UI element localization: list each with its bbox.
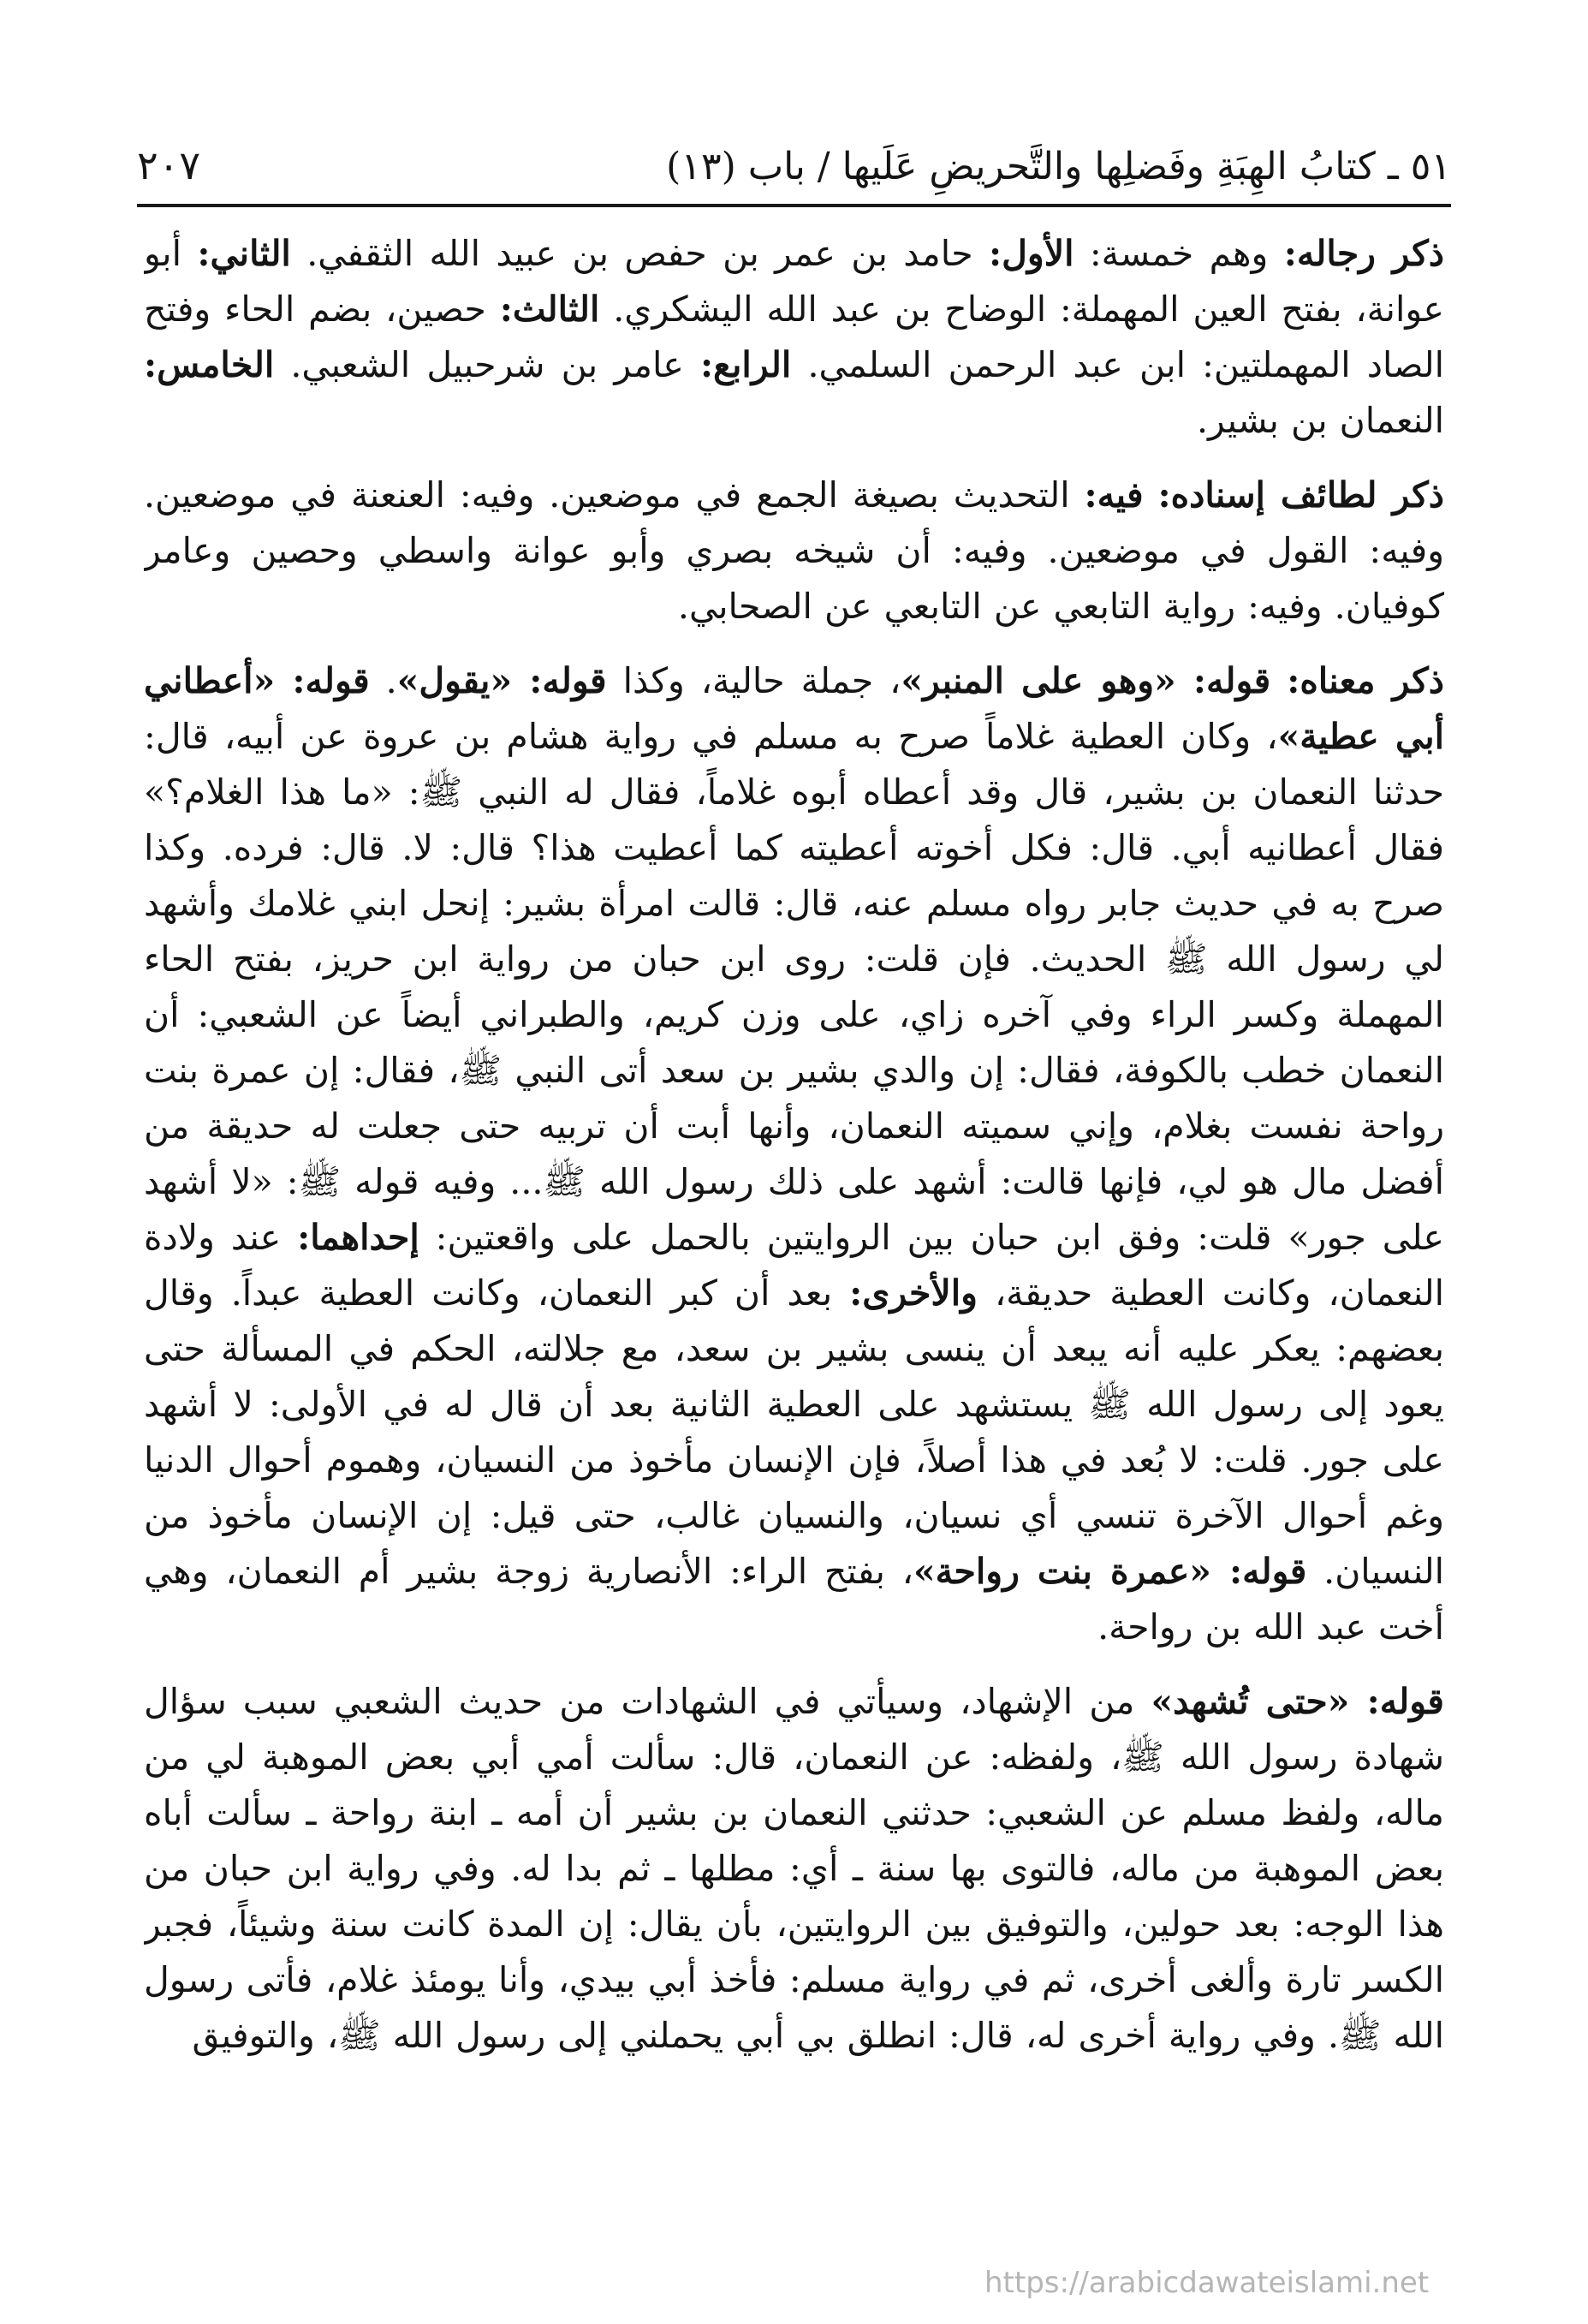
paragraph-lead: ذكر لطائف إسناده: (1157, 474, 1444, 515)
chapter-title: ٥١ ـ كتابُ الهِبَةِ وفَضلِها والتَّحريضِ عَلَيها / باب (١٣) (666, 145, 1451, 188)
bold-phrase: والأخرى: (849, 1272, 978, 1314)
bold-phrase: الثالث: (499, 289, 600, 330)
text-run: التحديث بصيغة الجمع في موضعين. وفيه: العنعنة في موضعين. وفيه: القول في موضعين. وفيه: أن شيخه بصري وأبو عوانة واسطي وحصين وعامر كوفيان. وفيه: رواية التابعي عن التابعي عن الصحابي. (144, 474, 1444, 627)
text-run: حصين، بضم الحاء وفتح الصاد المهملتين: ابن عبد الرحمن السلمي. (144, 289, 1444, 385)
paragraph-narrators (144, 226, 1444, 449)
text-run: . (369, 660, 397, 701)
text-run: من الإشهاد، وسيأتي في الشهادات من حديث الشعبي سبب سؤال شهادة رسول الله ﷺ، ولفظه: عن النعمان، قال: سألت أمي أبي بعض الموهبة لي من ماله، ولفظ مسلم عن الشعبي: حدثني النعمان بن بشير أن أمه ـ ابنة رواحة ـ سألت أباه بعض الموهبة من ماله، فالتوى بها سنة ـ أي: مطلها ـ ثم بدا له. وفي رواية ابن حبان من هذا الوجه: بعد حولين، والتوفيق بين الروايتين، بأن يقال: إن المدة كانت سنة وشيئاً، فجبر الكسر تارة وألغى أخرى، ثم في رواية مسلم: فأخذ أبي بيدي، وأنا يومئذ غلام، فأتى رسول الله ﷺ. وفي رواية أخرى له، قال: انطلق بي أبي يحملني إلى رسول الله ﷺ، والتوفيق (144, 1681, 1444, 2056)
text-run: عند ولادة النعمان، وكانت العطية حديقة، (144, 1217, 1444, 1314)
text-run: عامر بن شرحبيل الشعبي. (274, 344, 701, 385)
site-watermark: https://arabicdawateislami.net (984, 2266, 1430, 2300)
bold-phrase: الأول: (988, 233, 1074, 274)
bold-phrase: الرابع: (700, 344, 792, 385)
paragraph-isnad-subtleties (144, 468, 1444, 635)
text-run (1270, 660, 1287, 701)
text-run: وهم خمسة: (1074, 233, 1284, 274)
text-run: النعمان بن بشير. (1196, 400, 1444, 441)
paragraph-until-you-witness (144, 1674, 1444, 2064)
page-body (144, 226, 1444, 2238)
text-run: ، وكان العطية غلاماً صرح به مسلم في رواية هشام بن عروة عن أبيه، قال: حدثنا النعمان بن بشير، قال وقد أعطاه أبوه غلاماً، فقال له النبي ﷺ: «ما هذا الغلام؟» فقال أعطانيه أبي. قال: فكل أخوته أعطيته كما أعطيت هذا؟ قال: لا. قال: فرده. وكذا صرح به في حديث جابر رواه مسلم عنه، قال: قالت امرأة بشير: إنحل ابني غلامك وأشهد لي رسول الله ﷺ الحديث. فإن قلت: روى ابن حبان من رواية ابن حريز، بفتح الحاء المهملة وكسر الراء وفي آخره زاي، على وزن كريم، والطبراني أيضاً عن الشعبي: أن النعمان خطب بالكوفة، فقال: إن والدي بشير بن سعد أتى النبي ﷺ، فقال: إن عمرة بنت رواحة نفست بغلام، وإني سميته النعمان، وأنها أبت أن تربيه حتى جعلت له حديقة من أفضل مال هو لي، فإنها قالت: أشهد على ذلك رسول الله ﷺ... وفيه قوله ﷺ: «لا أشهد على جور» قلت: وفق ابن حبان بين الروايتين بالحمل على واقعتين: (144, 716, 1444, 1258)
bold-phrase: قوله: «وهو على المنبر» (901, 660, 1271, 701)
header-rule (137, 204, 1451, 207)
bold-phrase: إحداهما: (297, 1217, 419, 1258)
bold-phrase: قوله: «أعطاني أبي عطية» (144, 660, 1444, 757)
text-run: ، جملة حالية، وكذا (606, 660, 901, 701)
paragraph-lead: قوله: «حتى تُشهد» (1151, 1681, 1444, 1722)
bold-phrase: الخامس: (144, 344, 275, 385)
paragraph-lead: ذكر رجاله: (1283, 233, 1444, 274)
paragraph-meaning (144, 653, 1444, 1655)
text-run (1144, 474, 1158, 515)
bold-phrase: قوله: «عمرة بنت رواحة» (913, 1551, 1307, 1592)
text-run: بعد أن كبر النعمان، وكانت العطية عبداً. وقال بعضهم: يعكر عليه أنه يبعد أن ينسى بشير بن سعد، مع جلالته، الحكم في المسألة حتى يعود إلى رسول الله ﷺ يستشهد على العطية الثانية بعد أن قال له في الأولى: لا أشهد على جور. قلت: لا بُعد في هذا أصلاً، فإن الإنسان مأخوذ من النسيان، وهموم أحوال الدنيا وغم أحوال الآخرة تنسي أي نسيان، والنسيان غالب، حتى قيل: إن الإنسان مأخوذ من النسيان. (144, 1272, 1444, 1592)
text-run: ، بفتح الراء: الأنصارية زوجة بشير أم النعمان، وهي أخت عبد الله بن رواحة. (144, 1551, 1444, 1648)
bold-phrase: قوله: «يقول» (396, 660, 607, 701)
running-header (137, 128, 1451, 188)
text-run: حامد بن عمر بن حفص بن عبيد الله الثقفي. (290, 233, 989, 274)
paragraph-lead: ذكر معناه: (1287, 660, 1444, 701)
bold-phrase: الثاني: (197, 233, 291, 274)
bold-phrase: فيه: (1084, 474, 1144, 515)
page-number: ٢٠٧ (137, 142, 201, 188)
text-run: أبو عوانة، بفتح العين المهملة: الوضاح بن عبد الله اليشكري. (144, 233, 1444, 330)
